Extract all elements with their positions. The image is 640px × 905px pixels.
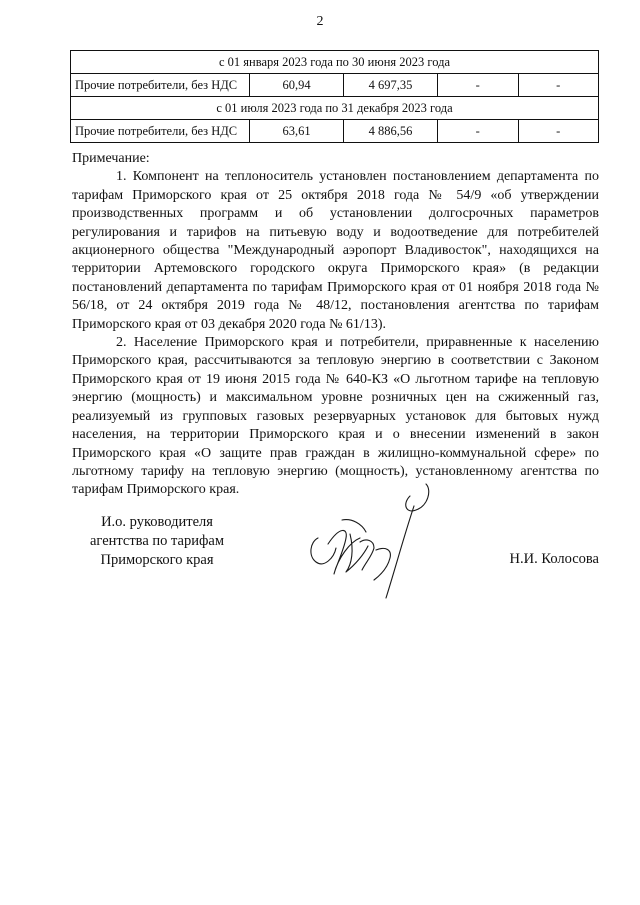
note-item: 2. Население Приморского края и потребители, приравненные к населению Приморского края, рассчитываются за тепловую энергию в соответствии с Законом Приморского края от 19 июня 2015 года № 640-КЗ «О льготном тарифе на тепловую энергию (мощность) и максимальном уровне розничных цен на сжиженный газ, реализуемый из групповых газовых резервуарных установок для бытовых нужд населения, на территории Приморского края и о внесении изменений в закон Приморского края «О защите прав граждан в жилищно-коммунальной сфере» по льготному тарифу на тепловую энергию (мощность), установленному агентства по тарифам Приморского края. bbox=[72, 335, 599, 498]
page-number: 2 bbox=[316, 14, 324, 29]
table-row bbox=[71, 74, 599, 97]
signatory-title bbox=[72, 513, 242, 570]
signature-stroke bbox=[342, 520, 366, 532]
signatory-name: Н.И. Колосова bbox=[509, 551, 599, 567]
value-cell: 4 886,56 bbox=[344, 120, 438, 143]
consumer-name-cell: Прочие потребители, без НДС bbox=[71, 74, 250, 97]
signatory-title-line: И.о. руководителя bbox=[101, 514, 213, 530]
consumer-name-cell: Прочие потребители, без НДС bbox=[71, 120, 250, 143]
value-cell: 4 697,35 bbox=[344, 74, 438, 97]
value-cell: 63,61 bbox=[250, 120, 344, 143]
signature-stroke bbox=[406, 484, 429, 511]
value-cell: - bbox=[438, 74, 519, 97]
table-row bbox=[71, 120, 599, 143]
signature-stroke bbox=[374, 548, 390, 580]
note-item: 1. Компонент на теплоноситель установлен постановлением департамента по тарифам Приморского края от 25 октября 2018 года № 54/9 «об утверждении производственных программ и об установлении долгосрочных параметров регулирования и тарифов на питьевую воду и водоотведение для потребителей акционерного общества "Международный аэропорт Владивосток", находящихся на территории Артемовского городского округа Приморского края» (в редакции постановлений департамента по тарифам Приморского края от 01 ноября 2018 года № 56/18, от 24 октября 2019 года № 48/12, постановления агентства по тарифам Приморского края от 03 декабря 2020 года № 61/13). bbox=[72, 169, 599, 332]
signature-stroke bbox=[311, 538, 336, 564]
value-cell: 60,94 bbox=[250, 74, 344, 97]
tariff-table bbox=[70, 50, 599, 143]
table-period-row bbox=[71, 97, 599, 120]
notes-heading: Примечание: bbox=[72, 151, 150, 166]
value-cell: - bbox=[518, 120, 599, 143]
signatory-title-line: Приморского края bbox=[100, 552, 214, 568]
notes-section bbox=[72, 150, 599, 500]
value-cell: - bbox=[518, 74, 599, 97]
handwritten-signature-image bbox=[306, 476, 436, 606]
period-cell: с 01 января 2023 года по 30 июня 2023 года bbox=[71, 51, 599, 74]
signatory-title-line: агентства по тарифам bbox=[90, 533, 224, 549]
value-cell: - bbox=[438, 120, 519, 143]
table-period-row bbox=[71, 51, 599, 74]
signature-stroke bbox=[328, 530, 360, 574]
period-cell: с 01 июля 2023 года по 31 декабря 2023 года bbox=[71, 97, 599, 120]
